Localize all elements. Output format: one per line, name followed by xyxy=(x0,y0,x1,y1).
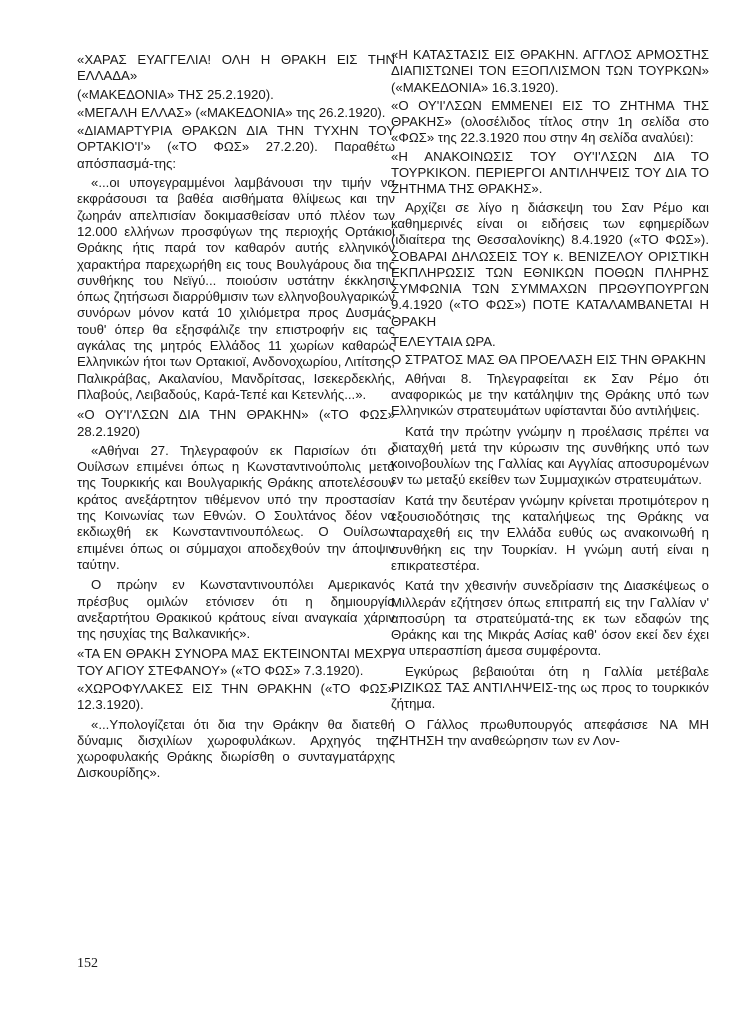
headline-wilson-thraki: «Ο ΟΥ'Ι'ΛΣΩΝ ΔΙΑ ΤΗΝ ΘΡΑΚΗΝ» («ΤΟ ΦΩΣ» 28.2.1920) xyxy=(77,407,395,439)
headline-katastasis: «Η ΚΑΤΑΣΤΑΣΙΣ ΕΙΣ ΘΡΑΚΗΝ. ΑΓΓΛΟΣ ΑΡΜΟΣΤΗΣ ΔΙΑΠΙΣΤΩΝΕΙ ΤΟΝ ΕΞΟΠΛΙΣΜΟΝ ΤΩΝ ΤΟΥΡΚΩΝ» («ΜΑΚΕΔΟΝΙΑ» 16.3.1920). xyxy=(391,47,709,95)
headline-megali-ellas: «ΜΕΓΑΛΗ ΕΛΛΑΣ» («ΜΑΚΕΔΟΝΙΑ» της 26.2.1920). xyxy=(77,104,386,120)
paragraph-gallia: Εγκύρως βεβαιούται ότη η Γαλλία μετέβαλε ΡΙΖΙΚΩΣ ΤΑΣ ΑΝΤΙΛΗΨΕΙΣ-της ως προς το τουρκικόν ζήτημα. xyxy=(391,663,709,712)
headline-xaras: «ΧΑΡΑΣ ΕΥΑΓΓΕΛΙΑ! ΟΛΗ Η ΘΡΑΚΗ ΕΙΣ ΤΗΝ ΕΛΛΑΔΑ» xyxy=(77,52,395,84)
right-column xyxy=(391,47,709,753)
headline-xorofylakes: «ΧΩΡΟΦΥΛΑΚΕΣ ΕΙΣ ΤΗΝ ΘΡΑΚΗΝ («ΤΟ ΦΩΣ» 12.3.1920). xyxy=(77,680,395,713)
headline-diamartyria: «ΔΙΑΜΑΡΤΥΡΙΑ ΘΡΑΚΩΝ ΔΙΑ ΤΗΝ ΤΥΧΗΝ ΤΟΥ ΟΡΤΑΚΙΟ'Ι'» («ΤΟ ΦΩΣ» 27.2.20). Παραθέτω απόσπασμά-της: xyxy=(77,123,395,171)
page-number: 152 xyxy=(77,956,98,971)
paragraph-millerand: Κατά την χθεσινήν συνεδρίασιν της Διασκέψεως ο Μιλλεράν εζήτησεν όπως επιτραπή εις την Γαλλίαν ν' αποσύρη τα στρατεύματά-της εκ των εδαφών της Θράκης και της Μικράς Ασίας καθ' όσον εκεί δεν έχει να υπερασπίση άμεσα συμφέροντα. xyxy=(391,578,709,659)
quote-athinai-27: «Αθήναι 27. Τηλεγραφούν εκ Παρισίων ότι ο Ουίλσων επιμένει όπως η Κωνσταντινούπολις μετά της Τουρκικής και Βουλγαρικής Θράκης αποτελέσουν κράτος ανεξάρτητον τιθέμενον υπό την προστασίαν της Κοινωνίας των Εθνών. Ο Σουλτάνος δέον να εκδιωχθή εκ Κωνσταντινουπόλεως. Ο Ουίλσων επιμένει όπως οι σύμμαχοι αποδεχθούν την άποψιν ταύτην. xyxy=(77,442,395,572)
paragraph-proti-gnomi: Κατά την πρώτην γνώμην η προέλασις πρέπει να διαταχθή μετά την κύρωσιν της συνθήκης υπό των κοινοβουλίων της Γαλλίας και Αγγλίας αποσυρομένων εν τω μεταξύ εκείθεν των Συμμαχικών στρατευμάτων. xyxy=(391,423,709,488)
headline-stratos: Ο ΣΤΡΑΤΟΣ ΜΑΣ ΘΑ ΠΡΟΕΛΑΣΗ ΕΙΣ ΤΗΝ ΘΡΑΚΗΝ xyxy=(391,352,706,368)
headline-anakoinosis: «Η ΑΝΑΚΟΙΝΩΣΙΣ ΤΟΥ ΟΥ'Ι'ΛΣΩΝ ΔΙΑ ΤΟ ΤΟΥΡΚΙΚΟΝ. ΠΕΡΙΕΡΓΟΙ ΑΝΤΙΛΗΨΕΙΣ ΤΟΥ ΔΙΑ ΤΟ ΖΗΤΗΜΑ ΤΗΣ ΘΡΑΚΗΣ». xyxy=(391,148,709,197)
headline-wilson-emmenei: «Ο ΟΥ'Ι'ΛΣΩΝ ΕΜΜΕΝΕΙ ΕΙΣ ΤΟ ΖΗΤΗΜΑ ΤΗΣ ΘΡΑΚΗΣ» (ολοσέλιδος τίτλος στην 1η σελίδα στο «ΦΩΣ» της 22.3.1920 που στην 4η σελίδα αναλύει): xyxy=(391,97,709,146)
quote-xorofylakes: «...Υπολογίζεται ότι δια την Θράκην θα διατεθή δύναμις δισχιλίων χωροφυλάκων. Αρχηγός της χωροφυλακής Θράκης διωρίσθη ο συνταγματάρχης Δισκουρίδης». xyxy=(77,716,395,781)
quote-ambassador: Ο πρώην εν Κωνσταντινουπόλει Αμερικανός πρέσβυς ομιλών ετόνισεν ότι η δημιουργία ανεξαρτήτου Θρακικού κράτους είναι αναγκαία χάριν της ησυχίας της Βαλκανικής». xyxy=(77,577,395,642)
left-column xyxy=(77,52,395,786)
citation-makedonia-25-2: («ΜΑΚΕΔΟΝΙΑ» ΤΗΣ 25.2.1920). xyxy=(77,86,274,102)
headline-teleftaia-ora: ΤΕΛΕΥΤΑΙΑ ΩΡΑ. xyxy=(391,334,496,350)
headline-synora: «ΤΑ ΕΝ ΘΡΑΚΗ ΣΥΝΟΡΑ ΜΑΣ ΕΚΤΕΙΝΟΝΤΑΙ ΜΕΧΡΙ ΤΟΥ ΑΓΙΟΥ ΣΤΕΦΑΝΟΥ» («ΤΟ ΦΩΣ» 7.3.1920). xyxy=(77,646,395,678)
paragraph-san-remo: Αρχίζει σε λίγο η διάσκεψη του Σαν Ρέμο και καθημερινές είναι οι ειδήσεις των εφημερίδων (ιδιαίτερα της Θεσσαλονίκης) 8.4.1920 («ΤΟ ΦΩΣ»). ΣΟΒΑΡΑΙ ΔΗΛΩΣΕΙΣ ΤΟΥ κ. ΒΕΝΙΖΕΛΟΥ ΟΡΙΣΤΙΚΗ ΕΚΠΛΗΡΩΣΙΣ ΤΩΝ ΕΘΝΙΚΩΝ ΠΟΘΩΝ ΠΛΗΡΗΣ ΣΥΜΦΩΝΙΑ ΤΩΝ ΣΥΜΜΑΧΩΝ ΠΡΩΘΥΠΟΥΡΓΩΝ 9.4.1920 («ΤΟ ΦΩΣ») ΠΟΤΕ ΚΑΤΑΛΑΜΒΑΝΕΤΑΙ Η ΘΡΑΚΗ xyxy=(391,199,709,329)
quote-ortakioi: «...οι υπογεγραμμένοι λαμβάνουσι την τιμήν να εκφράσουσι τα βαθέα αισθήματα θλίψεως και την ζωηράν απελπισίαν δοκιμασθείσαν υπό πλέον των 12.000 ελλήνων προσφύγων της περιοχής Ορτάκιοϊ Θράκης ήτις παρά τον καθαρόν αυτής ελληνικόν χαρακτήρα παρεχωρήθη εις τους Βουλγάρους δια της συνθήκης του Νεϊγύ... ποιούσιν υστάτην έκκλησιν όπως ζητήσωσι διαρρύθμισιν των ελληνοβουλγαρικών συνόρων μόνον κατά 10 χιλιόμετρα προς Δυσμάς, τουθ' όπερ θα εξησφάλιζε την επιστροφήν εις τας αγκάλας της μητρός Ελλάδος 11 χωρίων καθαρώς Ελληνικών ήτοι των Ορτακιοϊ, Ανδονοχωρίου, Λιτίτσης, Παλικράβας, Ακαλανίου, Μανδρίτσας, Ισεκερδεκλής, Πλαβούς, Λειβαδούς, Καρά-Τεπέ και Κετενλής...». xyxy=(77,175,395,402)
paragraph-prothypourgos: Ο Γάλλος πρωθυπουργός απεφάσισε ΝΑ ΜΗ ΖΗΤΗΣΗ την αναθεώρησιν των εν Λον- xyxy=(391,716,709,748)
paragraph-defteri-gnomi: Κατά την δευτέραν γνώμην κρίνεται προτιμότερον η εξουσιοδότησις της καταλήψεως της Θράκης να παραχεθή εις την Ελλάδα ευθύς ως ανακοινωθή η συνθήκη εις την Τουρκίαν. Η γνώμη αυτή είναι η επικρατεστέρα. xyxy=(391,492,709,573)
paragraph-athinai-8: Αθήναι 8. Τηλεγραφείται εκ Σαν Ρέμο ότι αναφορικώς με την κατάληψιν της Θράκης υπό των Ελληνικών στρατευμάτων υφίστανται δύο αντιλήψεις. xyxy=(391,370,709,419)
